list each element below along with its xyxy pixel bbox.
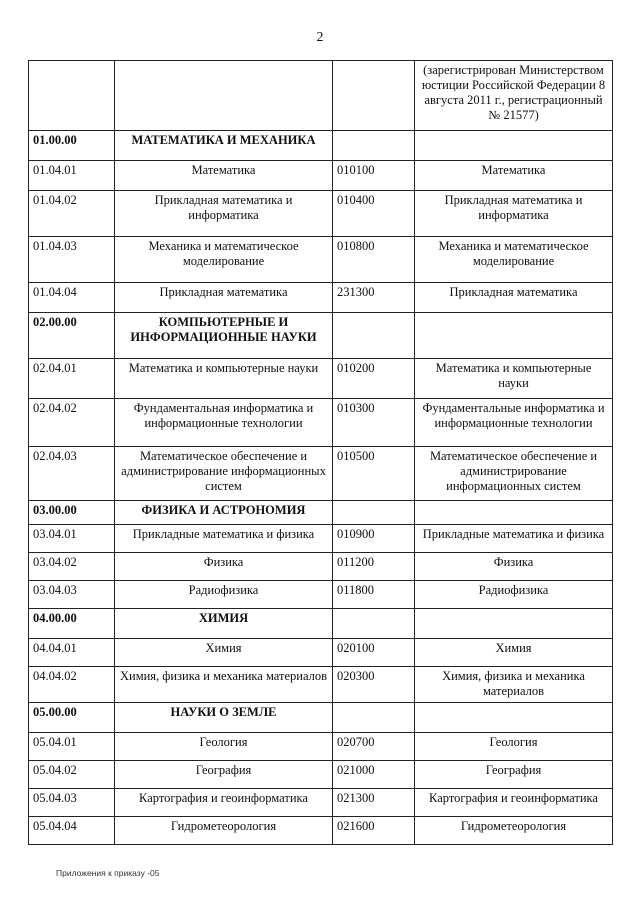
old-code: 021000 xyxy=(333,761,415,789)
table-row xyxy=(29,553,613,581)
footer-note: Приложения к приказу -05 xyxy=(56,868,160,878)
new-name: Математическое обеспечение и администрирование информационных систем xyxy=(115,447,333,501)
empty-cell xyxy=(415,501,613,525)
new-name: Прикладная математика и информатика xyxy=(115,191,333,237)
old-code: 021600 xyxy=(333,817,415,845)
new-name: Математика и компьютерные науки xyxy=(115,359,333,399)
new-code: 05.04.01 xyxy=(29,733,115,761)
table-row xyxy=(29,817,613,845)
old-code: 020700 xyxy=(333,733,415,761)
header-cell-code xyxy=(29,61,115,131)
new-name: Радиофизика xyxy=(115,581,333,609)
new-code: 01.04.03 xyxy=(29,237,115,283)
specialties-table xyxy=(28,60,613,845)
new-code: 05.04.03 xyxy=(29,789,115,817)
new-name: Математика xyxy=(115,161,333,191)
section-code: 02.00.00 xyxy=(29,313,115,359)
table-row xyxy=(29,237,613,283)
new-code: 03.04.01 xyxy=(29,525,115,553)
new-code: 03.04.03 xyxy=(29,581,115,609)
old-code: 010400 xyxy=(333,191,415,237)
table-header-row xyxy=(29,61,613,131)
new-code: 05.04.02 xyxy=(29,761,115,789)
section-name: НАУКИ О ЗЕМЛЕ xyxy=(115,703,333,733)
old-code: 010800 xyxy=(333,237,415,283)
table-row xyxy=(29,191,613,237)
old-code: 010900 xyxy=(333,525,415,553)
empty-cell xyxy=(415,313,613,359)
table-row xyxy=(29,639,613,667)
old-name: Картография и геоинформатика xyxy=(415,789,613,817)
empty-cell xyxy=(415,131,613,161)
old-code: 010200 xyxy=(333,359,415,399)
old-code: 020300 xyxy=(333,667,415,703)
old-code: 010500 xyxy=(333,447,415,501)
table-row xyxy=(29,161,613,191)
new-name: География xyxy=(115,761,333,789)
old-code: 010300 xyxy=(333,399,415,447)
old-name: Гидрометеорология xyxy=(415,817,613,845)
table-row xyxy=(29,399,613,447)
old-code: 011800 xyxy=(333,581,415,609)
section-row xyxy=(29,313,613,359)
header-cell-name xyxy=(115,61,333,131)
old-name: Механика и математическое моделирование xyxy=(415,237,613,283)
empty-cell xyxy=(333,609,415,639)
section-code: 05.00.00 xyxy=(29,703,115,733)
old-name: Прикладная математика и информатика xyxy=(415,191,613,237)
old-name: Математика и компьютерные науки xyxy=(415,359,613,399)
header-cell-num xyxy=(333,61,415,131)
new-name: Химия xyxy=(115,639,333,667)
old-name: Физика xyxy=(415,553,613,581)
empty-cell xyxy=(333,501,415,525)
section-name: ХИМИЯ xyxy=(115,609,333,639)
table-row xyxy=(29,283,613,313)
old-code: 011200 xyxy=(333,553,415,581)
old-name: География xyxy=(415,761,613,789)
section-code: 03.00.00 xyxy=(29,501,115,525)
old-name: Прикладная математика xyxy=(415,283,613,313)
new-code: 01.04.04 xyxy=(29,283,115,313)
empty-cell xyxy=(333,131,415,161)
new-code: 05.04.04 xyxy=(29,817,115,845)
section-code: 04.00.00 xyxy=(29,609,115,639)
section-row xyxy=(29,501,613,525)
registration-note: (зарегистрирован Министерством юстиции Российской Федерации 8 августа 2011 г., регистрационный № 21577) xyxy=(415,61,613,131)
new-name: Прикладные математика и физика xyxy=(115,525,333,553)
new-code: 04.04.01 xyxy=(29,639,115,667)
new-name: Картография и геоинформатика xyxy=(115,789,333,817)
page-number: 2 xyxy=(316,30,324,45)
new-code: 02.04.03 xyxy=(29,447,115,501)
table-row xyxy=(29,667,613,703)
old-name: Математическое обеспечение и администрирование информационных систем xyxy=(415,447,613,501)
old-name: Химия xyxy=(415,639,613,667)
empty-cell xyxy=(333,313,415,359)
table-row xyxy=(29,447,613,501)
old-name: Математика xyxy=(415,161,613,191)
table-row xyxy=(29,761,613,789)
old-name: Фундаментальные информатика и информационные технологии xyxy=(415,399,613,447)
new-code: 03.04.02 xyxy=(29,553,115,581)
new-name: Фундаментальная информатика и информационные технологии xyxy=(115,399,333,447)
old-name: Прикладные математика и физика xyxy=(415,525,613,553)
section-code: 01.00.00 xyxy=(29,131,115,161)
section-row xyxy=(29,609,613,639)
table-row xyxy=(29,525,613,553)
old-code: 231300 xyxy=(333,283,415,313)
old-code: 021300 xyxy=(333,789,415,817)
new-code: 02.04.01 xyxy=(29,359,115,399)
table-row xyxy=(29,581,613,609)
table-row xyxy=(29,733,613,761)
old-code: 010100 xyxy=(333,161,415,191)
new-name: Гидрометеорология xyxy=(115,817,333,845)
section-row xyxy=(29,703,613,733)
empty-cell xyxy=(415,703,613,733)
section-row xyxy=(29,131,613,161)
old-code: 020100 xyxy=(333,639,415,667)
new-code: 01.04.02 xyxy=(29,191,115,237)
new-code: 04.04.02 xyxy=(29,667,115,703)
section-name: ФИЗИКА И АСТРОНОМИЯ xyxy=(115,501,333,525)
new-code: 02.04.02 xyxy=(29,399,115,447)
new-name: Механика и математическое моделирование xyxy=(115,237,333,283)
new-name: Геология xyxy=(115,733,333,761)
old-name: Геология xyxy=(415,733,613,761)
table-row xyxy=(29,789,613,817)
new-name: Физика xyxy=(115,553,333,581)
new-code: 01.04.01 xyxy=(29,161,115,191)
empty-cell xyxy=(333,703,415,733)
section-name: МАТЕМАТИКА И МЕХАНИКА xyxy=(115,131,333,161)
empty-cell xyxy=(415,609,613,639)
new-name: Прикладная математика xyxy=(115,283,333,313)
new-name: Химия, физика и механика материалов xyxy=(115,667,333,703)
table-row xyxy=(29,359,613,399)
old-name: Радиофизика xyxy=(415,581,613,609)
old-name: Химия, физика и механика материалов xyxy=(415,667,613,703)
section-name: КОМПЬЮТЕРНЫЕ И ИНФОРМАЦИОННЫЕ НАУКИ xyxy=(115,313,333,359)
